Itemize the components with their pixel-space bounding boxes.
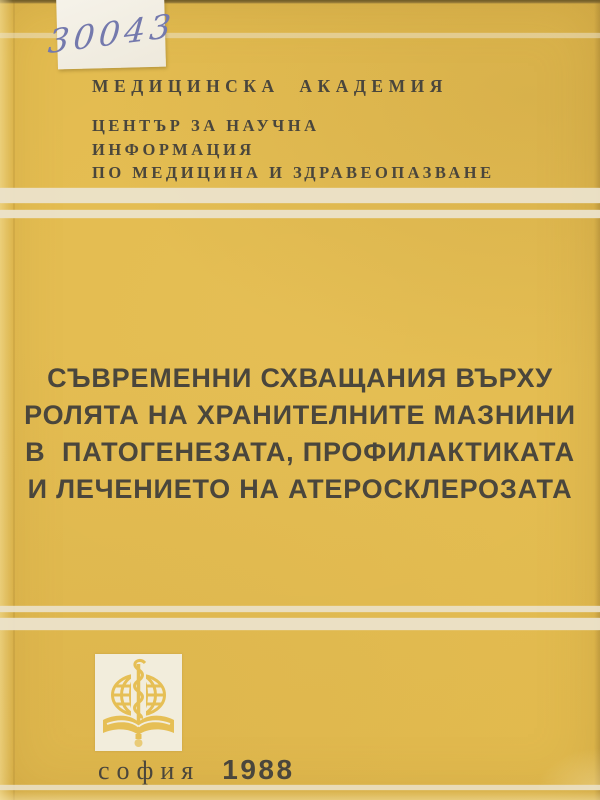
publisher-header: [92, 76, 495, 185]
divider-stripe-thin-top: [0, 210, 600, 218]
library-sticker: [46, 0, 177, 69]
title-line-3: В ПАТОГЕНЕЗАТА, ПРОФИЛАКТИКАТА: [25, 437, 575, 467]
imprint: [98, 754, 295, 786]
bottom-edge-highlight: [0, 790, 600, 800]
title-line-2: РОЛЯТА НА ХРАНИТЕЛНИТЕ МАЗНИНИ: [24, 400, 576, 430]
book-title: [0, 360, 600, 508]
divider-stripe-thick-middle: [0, 618, 600, 630]
accession-number: 30043: [46, 5, 177, 61]
divider-stripe-bottom: [0, 785, 600, 790]
center-name-line-3: ПО МЕДИЦИНА И ЗДРАВЕОПАЗВАНЕ: [92, 163, 495, 182]
institution-name: МЕДИЦИНСКА АКАДЕМИЯ: [92, 76, 448, 96]
divider-stripe-thick-top: [0, 188, 600, 203]
center-name-line-1: ЦЕНТЪР ЗА НАУЧНА: [92, 116, 320, 135]
title-line-4: И ЛЕЧЕНИЕТО НА АТЕРОСКЛЕРОЗАТА: [27, 474, 573, 504]
divider-stripe-thin-middle: [0, 606, 600, 612]
city-name: софия: [98, 756, 201, 785]
medical-emblem-icon: [95, 654, 182, 751]
publication-year: 1988: [222, 754, 295, 785]
fold-mark: [510, 700, 600, 790]
title-line-1: СЪВРЕМЕННИ СХВАЩАНИЯ ВЪРХУ: [47, 363, 553, 393]
center-name-line-2: ИНФОРМАЦИЯ: [92, 139, 255, 159]
